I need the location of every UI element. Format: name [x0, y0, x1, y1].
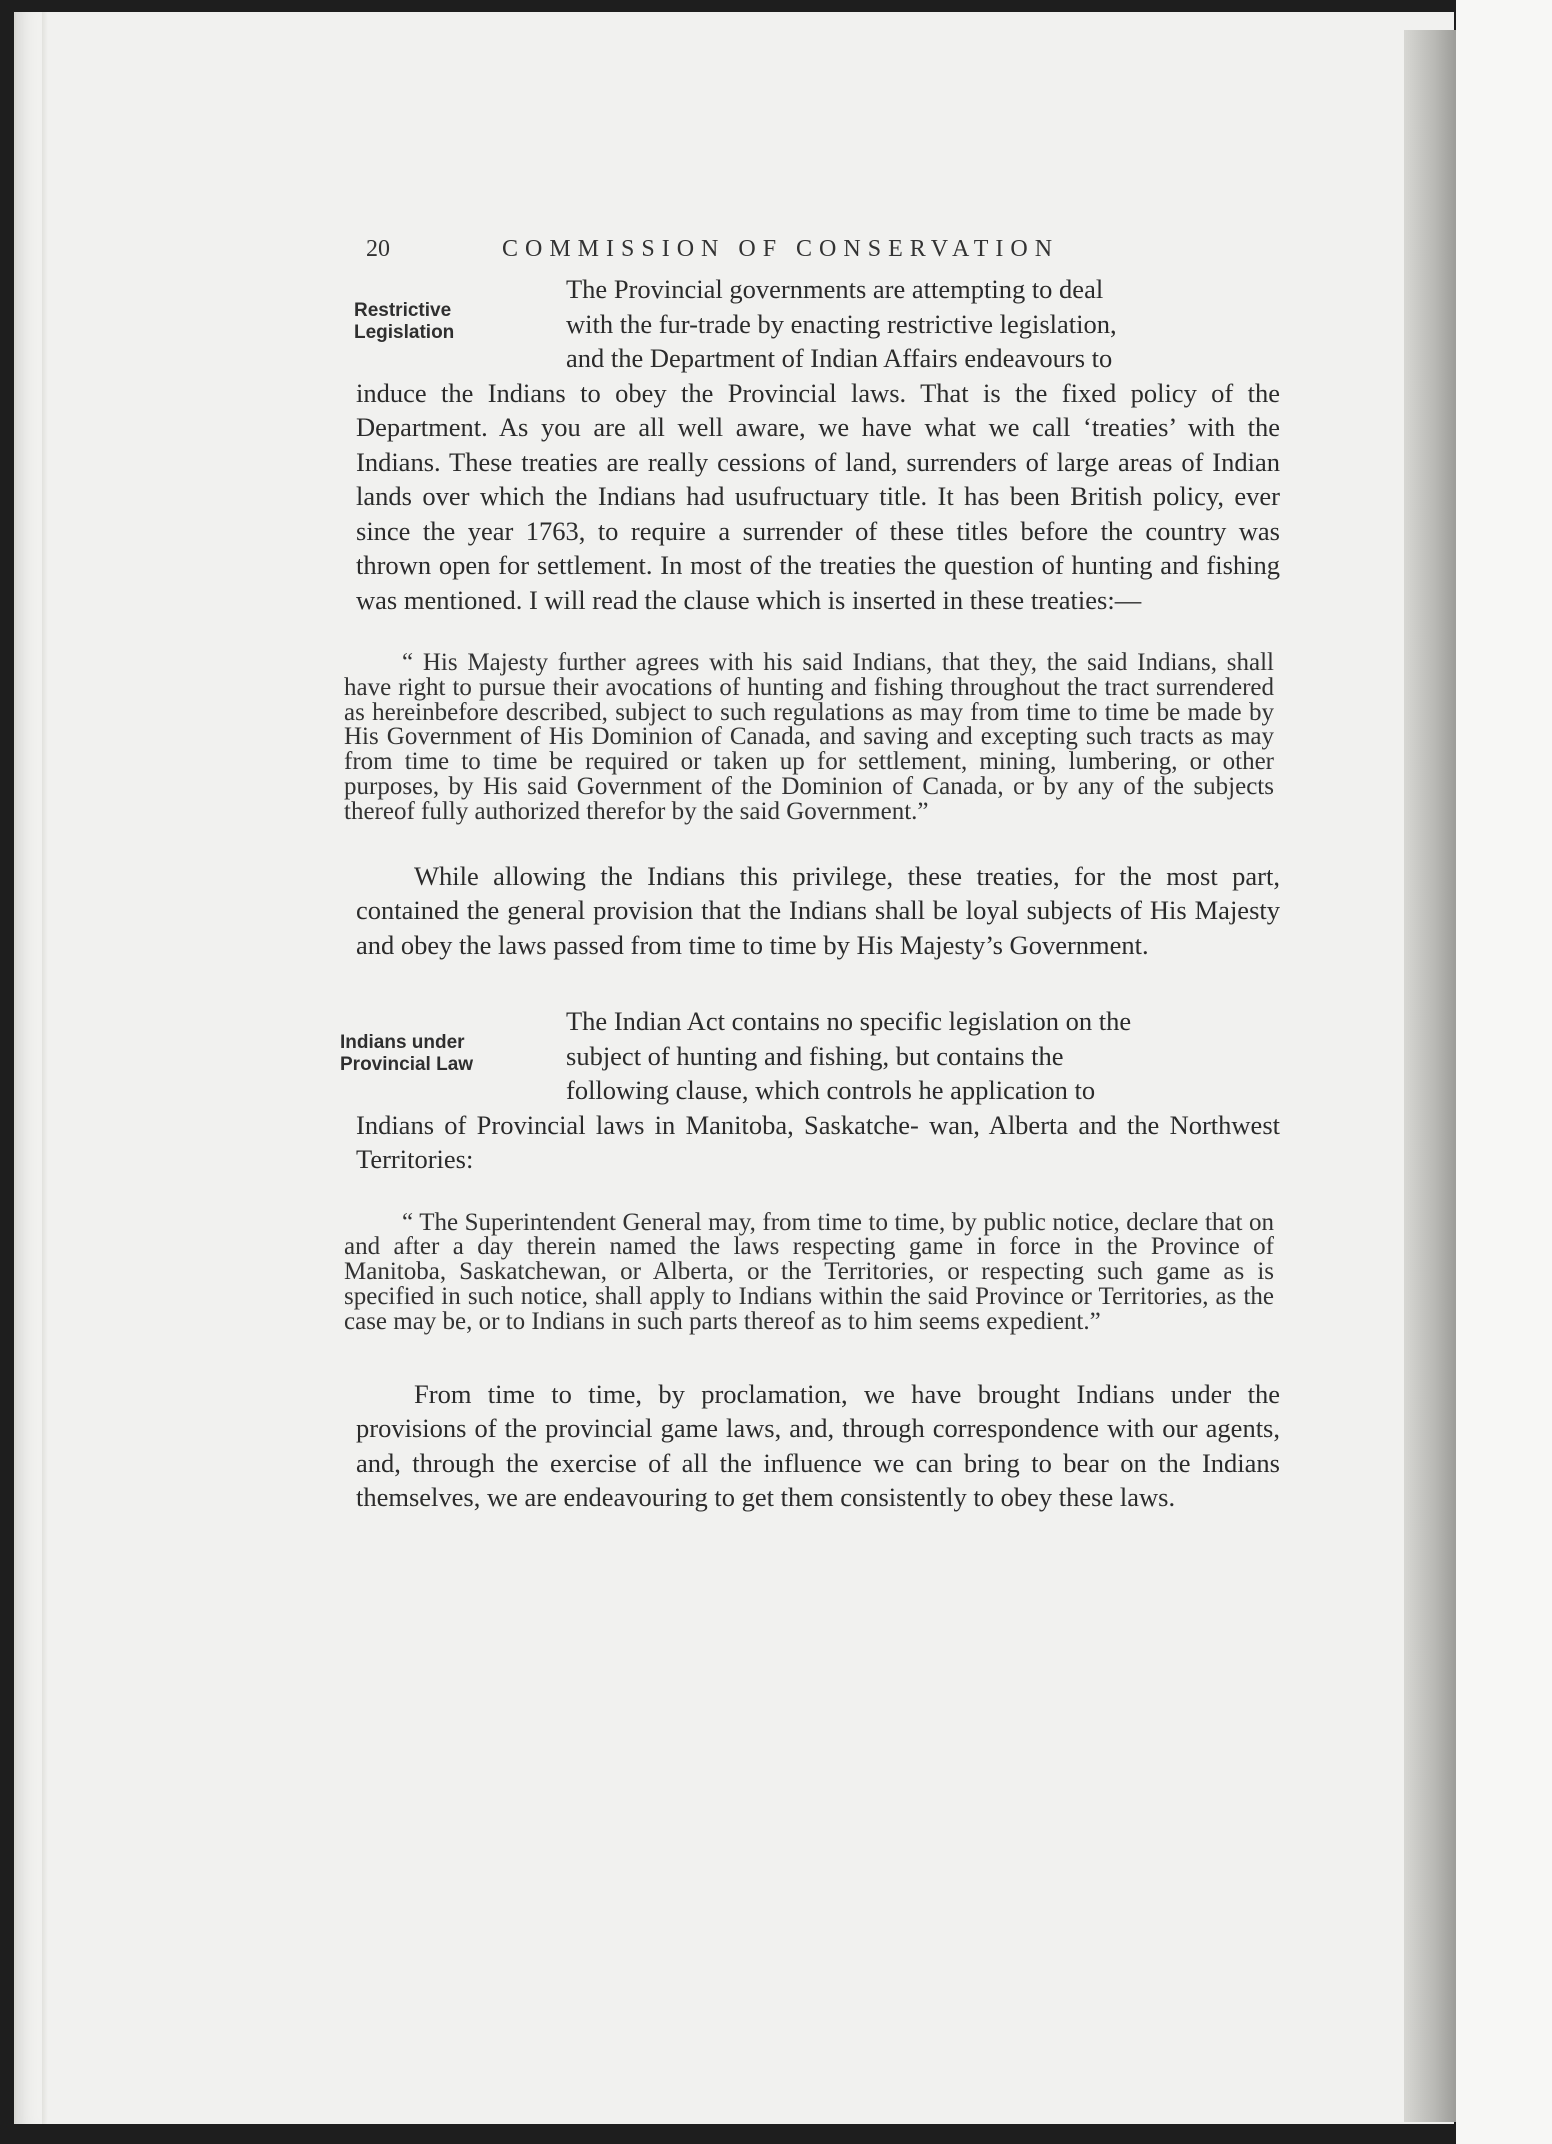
hanging-lines-indians: [566, 1004, 1280, 1108]
paragraph-indian-act: Indians of Provincial laws in Manitoba, Saskatche- wan, Alberta and the Northwest Territories:: [356, 1109, 1280, 1175]
hang-line: The Provincial governments are attempting to deal: [566, 274, 1104, 304]
section-restrictive-legislation: [344, 272, 1280, 962]
running-head-title: COMMISSION OF CONSERVATION: [502, 236, 1060, 262]
facing-page-margin: [1456, 0, 1552, 2144]
page-edge-shadow: [1404, 30, 1456, 2122]
superintendent-quote: “ The Superintendent General may, from time to time, by public notice, declare that on and after a day therein named the laws respecting game in force in the Province of Manitoba, Saskatchewan, or Alberta, or the Territories, or respecting such game as is specified in such notice, shall apply to Indians within the said Province or Territories, as the case may be, or to Indians in such parts thereof as to him seems expedient.”: [344, 1208, 1274, 1335]
hang-line: subject of hunting and fishing, but contains the: [566, 1040, 1064, 1071]
side-note-restrictive-legislation: Restrictive Legislation: [354, 300, 455, 343]
paragraph-treaties: induce the Indians to obey the Provincial laws. That is the fixed policy of the Department. As you are all well aware, we have what we call ‘treaties’ with the Indians. These treaties are really cessions of land, surrenders of large areas of Indian lands over which the Indians had usufructuary title. It has been British policy, ever since the year 1763, to require a surrender of these titles before the country was thrown open for settlement. In most of the treaties the question of hunting and fishing was mentioned. I will read the clause which is inserted in these treaties:—: [356, 377, 1280, 615]
hang-line: following clause, which controls he application to: [566, 1075, 1096, 1106]
treaty-quote: “ His Majesty further agrees with his said Indians, that they, the said Indians, shall have right to pursue their avocations of hunting and fishing throughout the tract surrendered as hereinbefore described, subject to such regulations as may from time to time be made by His Government of His Dominion of Canada, and saving and excepting such tracts as may from time to time be required or taken up for settlement, mining, lumbering, or other purposes, by His said Government of the Dominion of Canada, or by any of the subjects thereof fully authorized therefor by the said Government.”: [344, 649, 1274, 825]
page-text-block: [340, 228, 1280, 1515]
paragraph-privilege: While allowing the Indians this privilege, these treaties, for the most part, contained the general provision that the Indians shall be loyal subjects of His Majesty and obey the laws passed from time to time by His Majesty’s Government.: [356, 860, 1280, 960]
page-number: 20: [366, 236, 390, 262]
paragraph-proclamation: From time to time, by proclamation, we have brought Indians under the provisions of the provincial game laws, and, through correspondence with our agents, and, through the exercise of all the influence we can bring to bear on the Indians themselves, we are endeavouring to get them consistently to obey these laws.: [356, 1378, 1280, 1513]
hanging-lines-restrictive: [566, 272, 1280, 376]
side-note-indians-under-provincial-law: Indians under Provincial Law: [340, 1032, 474, 1076]
section-indians-under-provincial-law: [340, 1004, 1280, 1514]
hang-line: with the fur-trade by enacting restrictive legislation,: [566, 308, 1117, 339]
hang-line: The Indian Act contains no specific legislation on the: [566, 1006, 1132, 1037]
running-head: [356, 228, 1280, 272]
hang-line: and the Department of Indian Affairs endeavours to: [566, 343, 1113, 373]
